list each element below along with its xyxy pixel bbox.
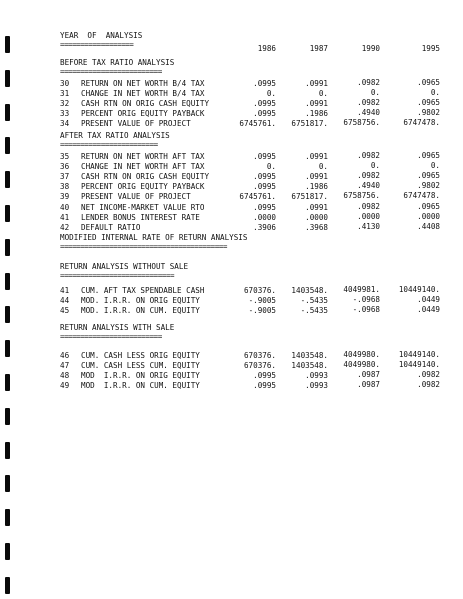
row-value: .0982 xyxy=(357,151,380,160)
row-label: MOD. I.R.R. ON ORIG EQUITY xyxy=(81,296,200,305)
row-value: .0965 xyxy=(417,98,440,107)
row-value: 0. xyxy=(266,89,276,98)
row-label: CHANGE IN NET WORTH AFT TAX xyxy=(81,162,205,171)
row-value: 6747478. xyxy=(403,118,440,127)
row-value: .0991 xyxy=(305,203,328,212)
row-label: RETURN ON NET WORTH B/4 TAX xyxy=(81,79,205,88)
row-line-number: 40 xyxy=(60,203,70,212)
row-value: .0995 xyxy=(253,182,276,191)
row-value: -.9005 xyxy=(248,306,276,315)
row-value: .4408 xyxy=(417,222,440,231)
row-line-number: 45 xyxy=(60,306,70,315)
row-label: PERCENT ORIG EQUITY PAYBACK xyxy=(81,182,205,191)
section-heading-underline: ======================== xyxy=(60,140,158,149)
row-line-number: 37 xyxy=(60,172,70,181)
year-header: 1990 xyxy=(361,44,380,53)
row-value: 6751817. xyxy=(291,119,328,128)
row-value: 6747478. xyxy=(403,191,440,200)
row-value: -.0968 xyxy=(352,295,380,304)
row-value: 670376. xyxy=(243,361,276,370)
row-value: .0987 xyxy=(357,380,380,389)
row-value: 1403548. xyxy=(291,351,328,360)
row-value: 6745761. xyxy=(239,119,276,128)
report-title: YEAR OF ANALYSIS xyxy=(60,31,143,40)
row-value: 0. xyxy=(370,161,380,170)
row-value: .0982 xyxy=(357,171,380,180)
row-value: 10449140. xyxy=(398,285,440,294)
row-label: MOD I.R.R. ON ORIG EQUITY xyxy=(81,371,200,380)
row-value: 10449140. xyxy=(398,360,440,369)
row-value: .0965 xyxy=(417,78,440,87)
row-label: CUM. CASH LESS CUM. EQUITY xyxy=(81,361,200,370)
row-value: .0982 xyxy=(417,380,440,389)
row-line-number: 49 xyxy=(60,381,70,390)
row-value: .0982 xyxy=(357,98,380,107)
row-label: CUM. CASH LESS ORIG EQUITY xyxy=(81,351,200,360)
row-value: .0995 xyxy=(253,152,276,161)
row-value: 0. xyxy=(266,162,276,171)
row-value: .0995 xyxy=(253,203,276,212)
row-line-number: 31 xyxy=(60,89,70,98)
row-value: .0000 xyxy=(417,212,440,221)
section-heading-underline: ========================================= xyxy=(60,242,227,251)
row-value: 0. xyxy=(430,88,440,97)
row-value: .0449 xyxy=(417,305,440,314)
row-line-number: 39 xyxy=(60,192,70,201)
row-value: .0000 xyxy=(305,213,328,222)
row-line-number: 41 xyxy=(60,213,70,222)
row-value: 0. xyxy=(370,88,380,97)
section-heading-underline: ========================= xyxy=(60,67,162,76)
row-value: 0. xyxy=(318,162,328,171)
row-value: 6751817. xyxy=(291,192,328,201)
section-heading: MODIFIED INTERNAL RATE OF RETURN ANALYSIS xyxy=(60,233,248,242)
row-value: .4940 xyxy=(357,108,380,117)
row-value: 6758756. xyxy=(343,118,380,127)
row-value: .3968 xyxy=(305,223,328,232)
year-header: 1986 xyxy=(257,44,276,53)
section-heading-underline: ========================= xyxy=(60,332,162,341)
row-value: 4049980. xyxy=(343,360,380,369)
row-value: .0995 xyxy=(253,371,276,380)
row-value: .0993 xyxy=(305,371,328,380)
row-label: PERCENT ORIG EQUITY PAYBACK xyxy=(81,109,205,118)
row-value: 4049981. xyxy=(343,285,380,294)
row-line-number: 46 xyxy=(60,351,70,360)
year-header: 1995 xyxy=(421,44,440,53)
row-value: -.5435 xyxy=(300,306,328,315)
row-line-number: 34 xyxy=(60,119,70,128)
row-value: .9802 xyxy=(417,108,440,117)
section-heading: RETURN ANALYSIS WITHOUT SALE xyxy=(60,262,189,271)
row-value: -.0968 xyxy=(352,305,380,314)
row-value: 1403548. xyxy=(291,361,328,370)
row-label: DEFAULT RATIO xyxy=(81,223,141,232)
year-header: 1987 xyxy=(309,44,328,53)
row-value: .0993 xyxy=(305,381,328,390)
section-heading: BEFORE TAX RATIO ANALYSIS xyxy=(60,58,175,67)
row-line-number: 33 xyxy=(60,109,70,118)
row-value: 0. xyxy=(430,161,440,170)
row-line-number: 35 xyxy=(60,152,70,161)
row-value: .0449 xyxy=(417,295,440,304)
row-line-number: 32 xyxy=(60,99,70,108)
section-heading: RETURN ANALYSIS WITH SALE xyxy=(60,323,175,332)
row-value: 0. xyxy=(318,89,328,98)
row-value: -.9005 xyxy=(248,296,276,305)
row-line-number: 38 xyxy=(60,182,70,191)
row-label: CASH RTN ON ORIG CASH EQUITY xyxy=(81,99,210,108)
row-line-number: 44 xyxy=(60,296,70,305)
row-value: .0991 xyxy=(305,79,328,88)
row-label: PRESENT VALUE OF PROJECT xyxy=(81,119,191,128)
row-value: .0991 xyxy=(305,152,328,161)
row-value: .0995 xyxy=(253,172,276,181)
row-value: .0995 xyxy=(253,381,276,390)
row-value: .0000 xyxy=(253,213,276,222)
row-value: 10449140. xyxy=(398,350,440,359)
row-line-number: 42 xyxy=(60,223,70,232)
row-value: 6758756. xyxy=(343,191,380,200)
row-label: MOD I.R.R. ON CUM. EQUITY xyxy=(81,381,200,390)
row-value: .0965 xyxy=(417,151,440,160)
row-value: .4130 xyxy=(357,222,380,231)
row-value: .0991 xyxy=(305,172,328,181)
row-value: .0982 xyxy=(417,370,440,379)
row-label: CHANGE IN NET WORTH B/4 TAX xyxy=(81,89,205,98)
section-heading-underline: ============================ xyxy=(60,271,175,280)
row-line-number: 41 xyxy=(60,286,70,295)
row-label: PRESENT VALUE OF PROJECT xyxy=(81,192,191,201)
row-value: .0965 xyxy=(417,171,440,180)
row-line-number: 36 xyxy=(60,162,70,171)
row-value: .0995 xyxy=(253,109,276,118)
row-value: .9802 xyxy=(417,181,440,190)
row-label: LENDER BONUS INTEREST RATE xyxy=(81,213,200,222)
row-value: .0982 xyxy=(357,78,380,87)
row-value: 670376. xyxy=(243,351,276,360)
row-value: .1986 xyxy=(305,182,328,191)
row-value: .0995 xyxy=(253,99,276,108)
row-line-number: 48 xyxy=(60,371,70,380)
row-value: 1403548. xyxy=(291,286,328,295)
row-value: 670376. xyxy=(243,286,276,295)
row-value: .0965 xyxy=(417,202,440,211)
row-label: MOD. I.R.R. ON CUM. EQUITY xyxy=(81,306,200,315)
row-label: CUM. AFT TAX SPENDABLE CASH xyxy=(81,286,205,295)
row-value: 6745761. xyxy=(239,192,276,201)
report-title-underline: ================== xyxy=(60,40,134,49)
row-value: .1986 xyxy=(305,109,328,118)
row-value: -.5435 xyxy=(300,296,328,305)
row-value: .0995 xyxy=(253,79,276,88)
row-label: CASH RTN ON ORIG CASH EQUITY xyxy=(81,172,210,181)
section-heading: AFTER TAX RATIO ANALYSIS xyxy=(60,131,170,140)
row-label: NET INCOME-MARKET VALUE RTO xyxy=(81,203,205,212)
row-value: .0991 xyxy=(305,99,328,108)
row-line-number: 47 xyxy=(60,361,70,370)
row-value: .0987 xyxy=(357,370,380,379)
row-value: .0000 xyxy=(357,212,380,221)
row-value: .4940 xyxy=(357,181,380,190)
row-label: RETURN ON NET WORTH AFT TAX xyxy=(81,152,205,161)
row-value: .3906 xyxy=(253,223,276,232)
row-value: .0982 xyxy=(357,202,380,211)
row-line-number: 30 xyxy=(60,79,70,88)
row-value: 4049980. xyxy=(343,350,380,359)
